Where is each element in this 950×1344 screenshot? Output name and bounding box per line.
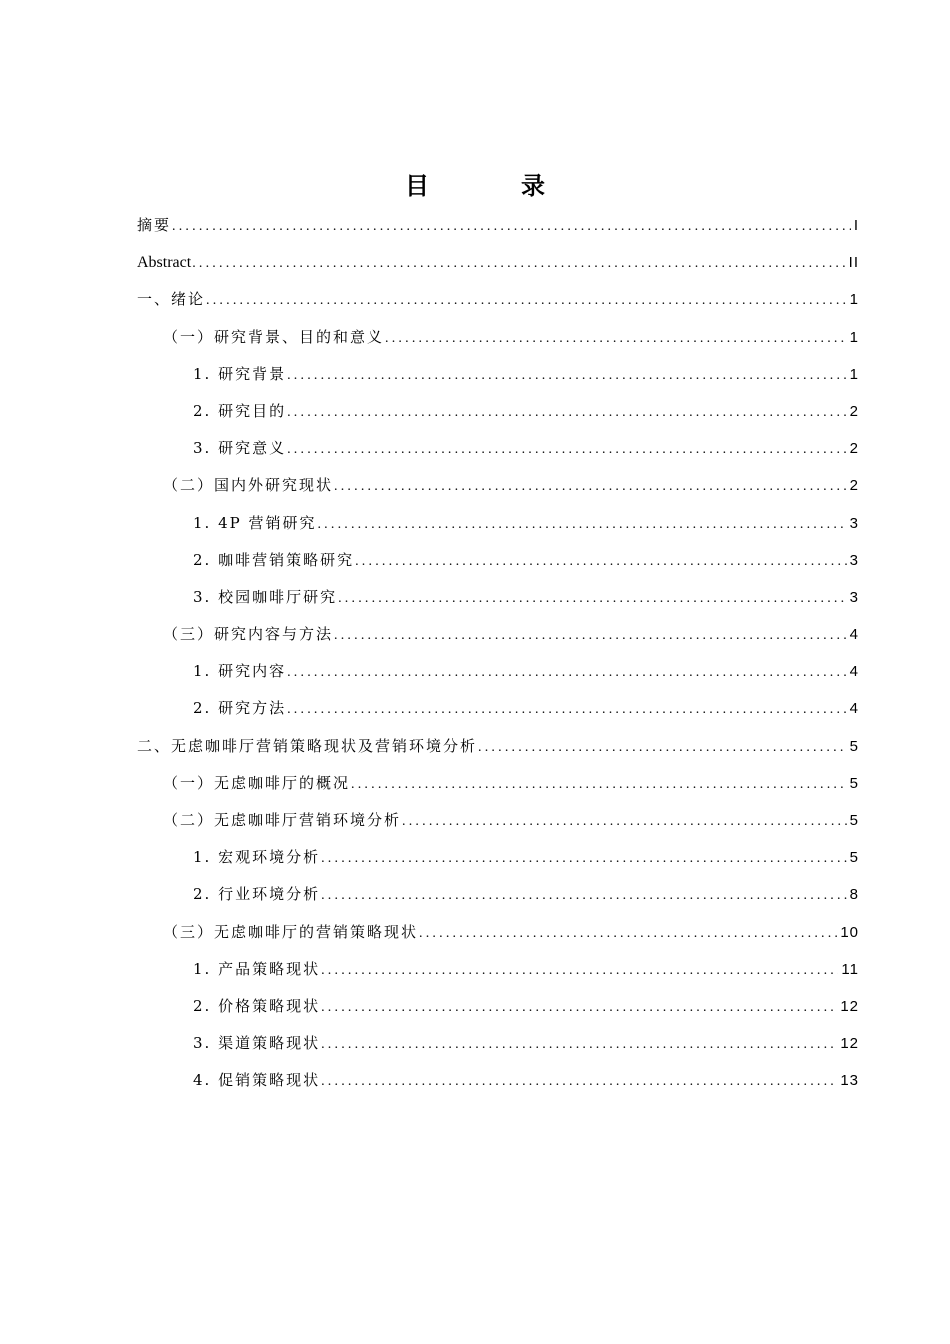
toc-dot-leader xyxy=(192,245,845,282)
toc-page-number: 10 xyxy=(840,923,859,941)
toc-page-number: 8 xyxy=(849,886,859,904)
toc-entry-label: 1. 产品策略现状 xyxy=(193,959,321,978)
toc-dot-leader xyxy=(321,952,838,989)
toc-entry-label: （三）研究内容与方法 xyxy=(163,625,334,644)
toc-dot-leader xyxy=(287,394,847,431)
toc-entry[interactable] xyxy=(137,914,859,951)
toc-entry[interactable] xyxy=(137,653,859,690)
toc-entry[interactable] xyxy=(137,690,859,727)
toc-page-number: 2 xyxy=(849,440,859,458)
toc-dot-leader xyxy=(321,1026,837,1063)
toc-page-number: 5 xyxy=(849,849,859,867)
toc-dot-leader xyxy=(287,654,847,691)
toc-entry-label: （一）无虑咖啡厅的概况 xyxy=(163,773,351,792)
toc-entry-label: （二）国内外研究现状 xyxy=(163,476,334,495)
toc-entry-label: 3. 研究意义 xyxy=(193,439,287,458)
toc-entry-label: （三）无虑咖啡厅的营销策略现状 xyxy=(163,922,419,941)
toc-page-number: 5 xyxy=(849,737,859,755)
toc-dot-leader xyxy=(351,766,847,803)
toc-entry[interactable] xyxy=(137,542,859,579)
toc-page-number: 4 xyxy=(849,700,859,718)
toc-page-number: II xyxy=(848,254,859,272)
toc-entry[interactable] xyxy=(137,430,859,467)
toc-entry-label: 4. 促销策略现状 xyxy=(193,1071,321,1090)
toc-entry-label: 3. 渠道策略现状 xyxy=(193,1034,321,1053)
toc-entry[interactable] xyxy=(137,319,859,356)
toc-page-number: 11 xyxy=(841,960,859,978)
toc-entry[interactable] xyxy=(137,505,859,542)
toc-entry-label: 二、无虑咖啡厅营销策略现状及营销环境分析 xyxy=(137,736,478,755)
toc-entry[interactable] xyxy=(137,802,859,839)
toc-dot-leader xyxy=(338,580,847,617)
toc-entry[interactable] xyxy=(137,765,859,802)
toc-dot-leader xyxy=(287,357,847,394)
toc-entry-label: （一）研究背景、目的和意义 xyxy=(163,327,385,346)
toc-entry[interactable] xyxy=(137,988,859,1025)
toc-dot-leader xyxy=(419,915,837,952)
toc-entry-label: 1. 4P 营销研究 xyxy=(193,513,317,532)
toc-entry[interactable] xyxy=(137,728,859,765)
toc-entry[interactable] xyxy=(137,244,859,281)
toc-entry-label: 1. 研究内容 xyxy=(193,662,287,681)
toc-page-number: 5 xyxy=(849,812,859,829)
toc-dot-leader xyxy=(334,617,847,654)
toc-entry-label: 2. 价格策略现状 xyxy=(193,996,321,1015)
toc-dot-leader xyxy=(287,431,847,468)
toc-dot-leader xyxy=(287,691,847,728)
toc-entry[interactable] xyxy=(137,467,859,504)
toc-page-number: 3 xyxy=(849,514,859,532)
toc-dot-leader xyxy=(334,468,847,505)
toc-entry[interactable] xyxy=(137,393,859,430)
toc-page-number: 2 xyxy=(849,477,859,495)
toc-entry[interactable] xyxy=(137,616,859,653)
toc-entry[interactable] xyxy=(137,579,859,616)
toc-dot-leader xyxy=(172,208,851,245)
toc-page-number: 12 xyxy=(840,1035,859,1053)
toc-entry[interactable] xyxy=(137,876,859,913)
toc-entry-label: 2. 咖啡营销策略研究 xyxy=(193,550,355,569)
toc-page-number: 1 xyxy=(849,291,859,309)
toc-entry-label: 1. 宏观环境分析 xyxy=(193,848,321,867)
toc-page-number: 1 xyxy=(849,365,859,383)
toc-dot-leader xyxy=(478,729,847,766)
toc-entry-label: 1. 研究背景 xyxy=(193,364,287,383)
toc-page-number: 3 xyxy=(849,588,859,606)
toc-dot-leader xyxy=(385,320,847,357)
page-title: 目 录 xyxy=(405,172,579,200)
toc-entry[interactable] xyxy=(137,1025,859,1062)
table-of-contents xyxy=(137,207,859,1100)
toc-dot-leader xyxy=(355,543,847,580)
toc-page-number: I xyxy=(853,217,859,234)
toc-page-number: 2 xyxy=(849,402,859,420)
toc-dot-leader xyxy=(206,282,847,319)
toc-page-number: 4 xyxy=(849,626,859,644)
toc-entry[interactable] xyxy=(137,839,859,876)
toc-entry[interactable] xyxy=(137,951,859,988)
toc-entry[interactable] xyxy=(137,281,859,318)
toc-entry-label: 2. 研究方法 xyxy=(193,699,287,718)
toc-page-number: 12 xyxy=(840,997,859,1015)
toc-entry[interactable] xyxy=(137,207,859,244)
toc-entry-label: Abstract xyxy=(137,254,192,272)
toc-entry-label: 2. 研究目的 xyxy=(193,401,287,420)
toc-entry[interactable] xyxy=(137,1062,859,1099)
toc-page-number: 5 xyxy=(849,774,859,792)
toc-dot-leader xyxy=(321,989,837,1026)
toc-page-number: 1 xyxy=(849,328,859,346)
toc-dot-leader xyxy=(402,803,847,840)
toc-entry-label: （二）无虑咖啡厅营销环境分析 xyxy=(163,811,402,829)
toc-entry-label: 摘要 xyxy=(137,216,172,234)
toc-dot-leader xyxy=(317,506,846,543)
toc-entry-label: 3. 校园咖啡厅研究 xyxy=(193,587,338,606)
toc-entry-label: 2. 行业环境分析 xyxy=(193,885,321,904)
toc-page-number: 3 xyxy=(849,551,859,569)
toc-dot-leader xyxy=(321,1063,837,1100)
toc-page-number: 13 xyxy=(840,1072,859,1090)
toc-entry[interactable] xyxy=(137,356,859,393)
toc-entry-label: 一、绪论 xyxy=(137,290,206,309)
toc-page-number: 4 xyxy=(849,663,859,681)
toc-dot-leader xyxy=(321,877,847,914)
toc-dot-leader xyxy=(321,840,847,877)
